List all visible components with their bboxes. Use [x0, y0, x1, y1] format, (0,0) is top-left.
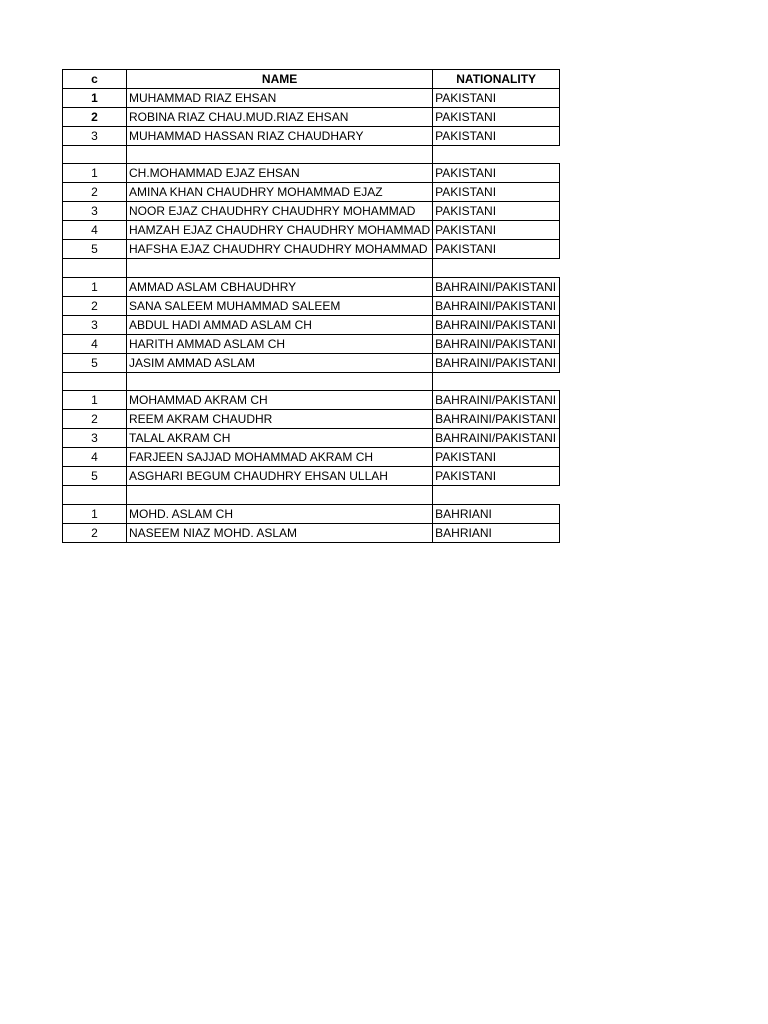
table-body [63, 70, 560, 543]
name-cell: HAFSHA EJAZ CHAUDHRY CHAUDHRY MOHAMMAD [127, 240, 433, 259]
name-cell: AMMAD ASLAM CBHAUDHRY [127, 277, 433, 296]
table-row [63, 315, 560, 334]
table-row [63, 334, 560, 353]
group-separator-row [63, 372, 560, 390]
header-row [63, 70, 560, 89]
empty-cell [127, 486, 433, 504]
row-number-cell: 5 [63, 353, 127, 372]
table-row [63, 467, 560, 486]
name-cell: ABDUL HADI AMMAD ASLAM CH [127, 315, 433, 334]
name-cell: MOHAMMAD AKRAM CH [127, 391, 433, 410]
empty-cell [63, 146, 127, 164]
name-cell: JASIM AMMAD ASLAM [127, 353, 433, 372]
name-cell: MOHD. ASLAM CH [127, 504, 433, 523]
row-number-cell: 3 [63, 429, 127, 448]
row-number-cell: 4 [63, 221, 127, 240]
table-row [63, 108, 560, 127]
nationality-cell: PAKISTANI [433, 240, 560, 259]
empty-cell [433, 372, 560, 390]
table-row [63, 183, 560, 202]
nationality-cell: PAKISTANI [433, 221, 560, 240]
empty-cell [63, 486, 127, 504]
row-number-cell: 5 [63, 240, 127, 259]
row-number-cell: 5 [63, 467, 127, 486]
nationality-cell: PAKISTANI [433, 127, 560, 146]
nationality-cell: BAHRAINI/PAKISTANI [433, 334, 560, 353]
name-cell: HARITH AMMAD ASLAM CH [127, 334, 433, 353]
empty-cell [433, 486, 560, 504]
nationality-cell: BAHRAINI/PAKISTANI [433, 353, 560, 372]
empty-cell [63, 372, 127, 390]
nationality-cell: BAHRAINI/PAKISTANI [433, 277, 560, 296]
row-number-cell: 3 [63, 202, 127, 221]
row-number-cell: 1 [63, 89, 127, 108]
table-row [63, 353, 560, 372]
nationality-cell: PAKISTANI [433, 108, 560, 127]
row-number-cell: 2 [63, 183, 127, 202]
name-cell: REEM AKRAM CHAUDHR [127, 410, 433, 429]
row-number-cell: 2 [63, 523, 127, 542]
table-row [63, 221, 560, 240]
row-number-cell: 2 [63, 410, 127, 429]
table-row [63, 429, 560, 448]
name-cell: ASGHARI BEGUM CHAUDHRY EHSAN ULLAH [127, 467, 433, 486]
table-row [63, 89, 560, 108]
name-cell: TALAL AKRAM CH [127, 429, 433, 448]
row-number-cell: 3 [63, 315, 127, 334]
nationality-cell: BAHRAINI/PAKISTANI [433, 315, 560, 334]
nationality-cell: BAHRIANI [433, 504, 560, 523]
name-cell: FARJEEN SAJJAD MOHAMMAD AKRAM CH [127, 448, 433, 467]
group-separator-row [63, 259, 560, 277]
nationality-cell: BAHRAINI/PAKISTANI [433, 429, 560, 448]
empty-cell [127, 146, 433, 164]
name-cell: HAMZAH EJAZ CHAUDHRY CHAUDHRY MOHAMMAD [127, 221, 433, 240]
table-row [63, 164, 560, 183]
nationality-cell: PAKISTANI [433, 202, 560, 221]
name-cell: NASEEM NIAZ MOHD. ASLAM [127, 523, 433, 542]
row-number-cell: 2 [63, 296, 127, 315]
row-number-cell: 1 [63, 504, 127, 523]
name-cell: CH.MOHAMMAD EJAZ EHSAN [127, 164, 433, 183]
nationality-cell: BAHRIANI [433, 523, 560, 542]
table-row [63, 391, 560, 410]
empty-cell [63, 259, 127, 277]
nationality-cell: PAKISTANI [433, 164, 560, 183]
table-row [63, 202, 560, 221]
name-cell: AMINA KHAN CHAUDHRY MOHAMMAD EJAZ [127, 183, 433, 202]
column-header-number: c [63, 70, 127, 89]
row-number-cell: 4 [63, 448, 127, 467]
nationality-cell: PAKISTANI [433, 448, 560, 467]
name-cell: MUHAMMAD HASSAN RIAZ CHAUDHARY [127, 127, 433, 146]
nationality-cell: BAHRAINI/PAKISTANI [433, 410, 560, 429]
table-row [63, 523, 560, 542]
name-cell: ROBINA RIAZ CHAU.MUD.RIAZ EHSAN [127, 108, 433, 127]
column-header-name: NAME [127, 70, 433, 89]
group-separator-row [63, 146, 560, 164]
table-row [63, 504, 560, 523]
row-number-cell: 3 [63, 127, 127, 146]
table-row [63, 127, 560, 146]
table-row [63, 410, 560, 429]
empty-cell [433, 146, 560, 164]
table-row [63, 296, 560, 315]
nationality-cell: PAKISTANI [433, 467, 560, 486]
nationality-cell: BAHRAINI/PAKISTANI [433, 391, 560, 410]
row-number-cell: 2 [63, 108, 127, 127]
row-number-cell: 1 [63, 391, 127, 410]
name-cell: NOOR EJAZ CHAUDHRY CHAUDHRY MOHAMMAD [127, 202, 433, 221]
nationality-cell: PAKISTANI [433, 183, 560, 202]
row-number-cell: 1 [63, 164, 127, 183]
row-number-cell: 1 [63, 277, 127, 296]
table-row [63, 277, 560, 296]
empty-cell [433, 259, 560, 277]
table-row [63, 240, 560, 259]
family-nationality-table [62, 69, 560, 543]
column-header-nationality: NATIONALITY [433, 70, 560, 89]
empty-cell [127, 372, 433, 390]
group-separator-row [63, 486, 560, 504]
empty-cell [127, 259, 433, 277]
table-row [63, 448, 560, 467]
nationality-cell: PAKISTANI [433, 89, 560, 108]
row-number-cell: 4 [63, 334, 127, 353]
name-cell: MUHAMMAD RIAZ EHSAN [127, 89, 433, 108]
nationality-cell: BAHRAINI/PAKISTANI [433, 296, 560, 315]
name-cell: SANA SALEEM MUHAMMAD SALEEM [127, 296, 433, 315]
